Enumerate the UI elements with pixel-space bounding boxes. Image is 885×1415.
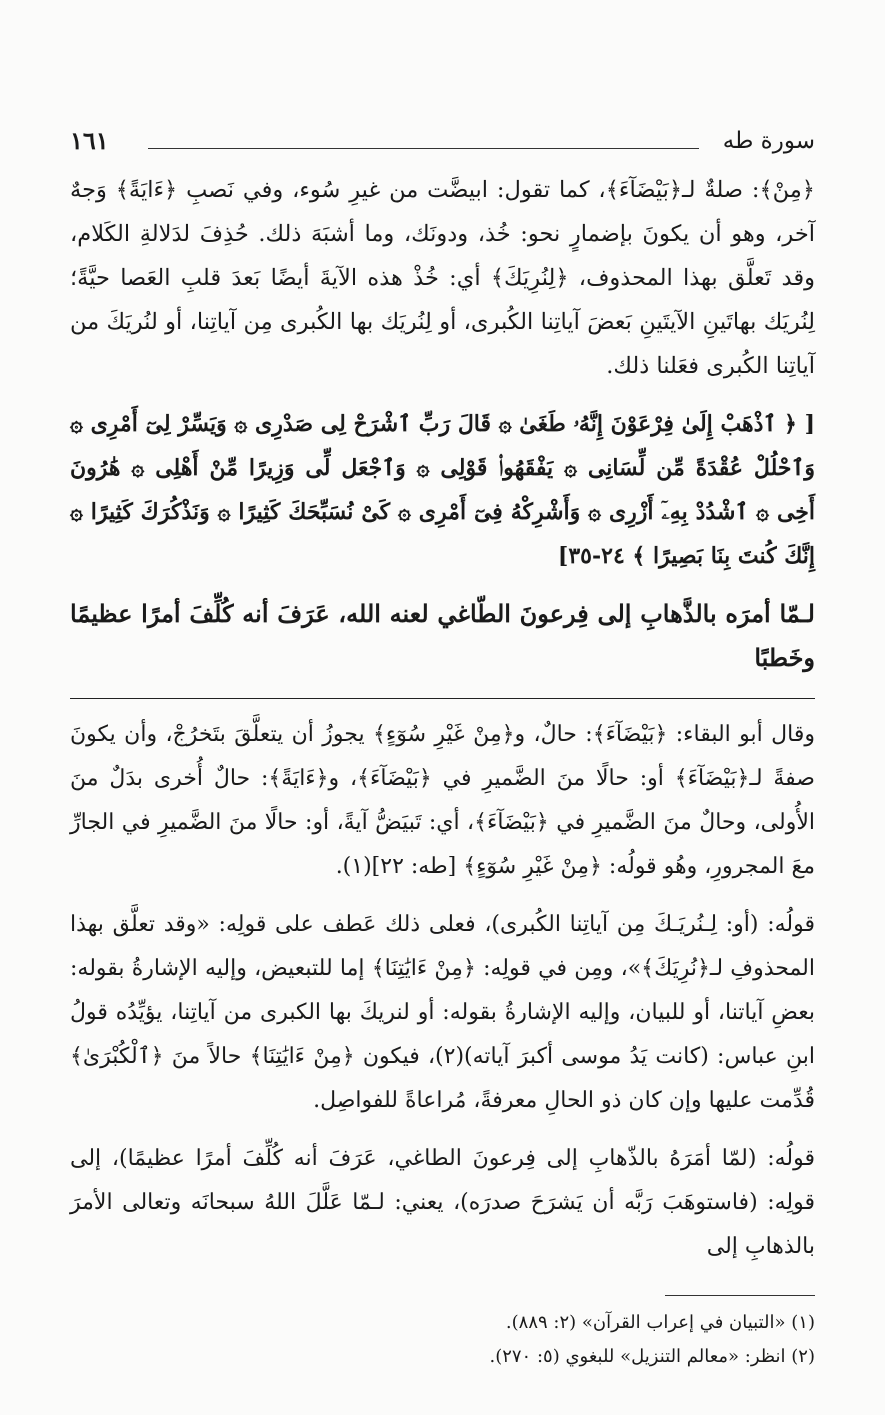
commentary-paragraph: قولُه: (لمّا أمَرَهُ بالذّهابِ إلى فِرعونَ الطاغي، عَرَفَ أنه كُلِّفَ أمرًا عظيمًا)، إلى قولِه: (فاستوهَبَ رَبَّه أن يَشرَحَ صدرَه)، يعني: لـمّا عَلَّلَ اللهُ سبحانَه وتعالى الأمرَ بالذهابِ إلى [70,1146,815,1259]
header-rule [148,148,699,149]
surah-name: سورة طه [722,128,815,154]
commentary-paragraph: وقال أبو البقاء: ﴿بَيْضَآءَ﴾: حالٌ، و﴿مِنْ غَيْرِ سُوٓءٍ﴾ يجوزُ أن يتعلَّقَ بتَخرُجْ، وأن يكونَ صفةً لـ﴿بَيْضَآءَ﴾ أو: حالًا منَ الضَّميرِ في ﴿بَيْضَآءَ﴾، و﴿ءَايَةً﴾: حالٌ أُخرى بدَلٌ منَ الأُولى، وحالٌ منَ الضَّميرِ في ﴿بَيْضَآءَ﴾، أي: تَبيَضُّ آيةً، أو: حالًا منَ الضَّميرِ في الجارِّ معَ المجرورِ، وهُو قولُه: ﴿مِنْ غَيْرِ سُوٓءٍ﴾ [طه: ٢٢](١). [70,722,815,879]
page-number: ١٦١ [70,126,109,155]
footnote-rule [665,1295,815,1296]
commentary-paragraph: قولُه: (أو: لِـنُريَـكَ مِن آياتِنا الكُبرى)، فعلى ذلك عَطف على قولِه: «وقد تعلَّق بهذا المحذوفِ لـ﴿نُرِيَكَ﴾»، ومِن في قولِه: ﴿مِنْ ءَايَٰتِنَا﴾ إما للتبعيض، وإليه الإشارةُ بقوله: بعضِ آياتنا، أو للبيان، وإليه الإشارةُ بقوله: أو لنريكَ بها الكبرى من آياتِنا، يؤيِّدُه قولُ ابنِ عباس: (كانت يَدُ موسى أكبرَ آياته)(٢)، فيكون ﴿مِنْ ءَايَٰتِنَا﴾ حالاً منَ ﴿ٱلْكُبْرَىٰ﴾ قُدِّمت عليها وإن كان ذو الحالِ معرفةً، مُراعاةً للفواصِل. [70,912,815,1113]
page-header [70,120,815,160]
tafsir-paragraph: ﴿مِنْ﴾: صلةٌ لـ﴿بَيْضَآءَ﴾، كما تقول: ابيضَّت من غيرِ سُوء، وفي نَصبِ ﴿ءَايَةً﴾ وَجهٌ آخر، وهو أن يكونَ بإضمارٍ نحو: خُذ، ودونَك، وما أشبَهَ ذلك. حُذِفَ لدَلالةِ الكَلام، وقد تَعلَّق بهذا المحذوف، ﴿لِنُرِيَكَ﴾ أي: خُذْ هذه الآيةَ أيضًا بَعدَ قلبِ العَصا حيَّةً؛ لِنُريَك بهاتَينِ الآيتَينِ بَعضَ آياتِنا الكُبرى، أو لِنُريَك بها الكُبرى مِن آياتِنا، أو لنُريَكَ من آياتِنا الكُبرى فعَلنا ذلك. [70,177,815,379]
section-divider [70,698,815,699]
commentary [70,713,815,1269]
footnote: (١) «التبيان في إعراب القرآن» (٢: ٨٨٩). [505,1312,815,1333]
footnote: (٢) انظر: «معالم التنزيل» للبغوي (٥: ٢٧٠). [489,1346,815,1367]
quran-verses: [ ﴿ ٱذْهَبْ إِلَىٰ فِرْعَوْنَ إِنَّهُۥ طَغَىٰ ۞ قَالَ رَبِّ ٱشْرَحْ لِى صَدْرِى ۞ وَيَسِّرْ لِىٓ أَمْرِى ۞ وَٱحْلُلْ عُقْدَةً مِّن لِّسَانِى ۞ يَفْقَهُوا۟ قَوْلِى ۞ وَٱجْعَل لِّى وَزِيرًا مِّنْ أَهْلِى ۞ هَٰرُونَ أَخِى ۞ ٱشْدُدْ بِهِۦٓ أَزْرِى ۞ وَأَشْرِكْهُ فِىٓ أَمْرِى ۞ كَىْ نُسَبِّحَكَ كَثِيرًا ۞ وَنَذْكُرَكَ كَثِيرًا ۞ إِنَّكَ كُنتَ بِنَا بَصِيرًا ﴾ ٢٤-٣٥] [70,411,815,569]
lead-text: لـمّا أمرَه بالذَّهابِ إلى فِرعونَ الطّاغي لعنه الله، عَرَفَ أنه كُلِّفَ أمرًا عظيمًا وخَطبًا [70,599,815,672]
page [70,120,815,1374]
